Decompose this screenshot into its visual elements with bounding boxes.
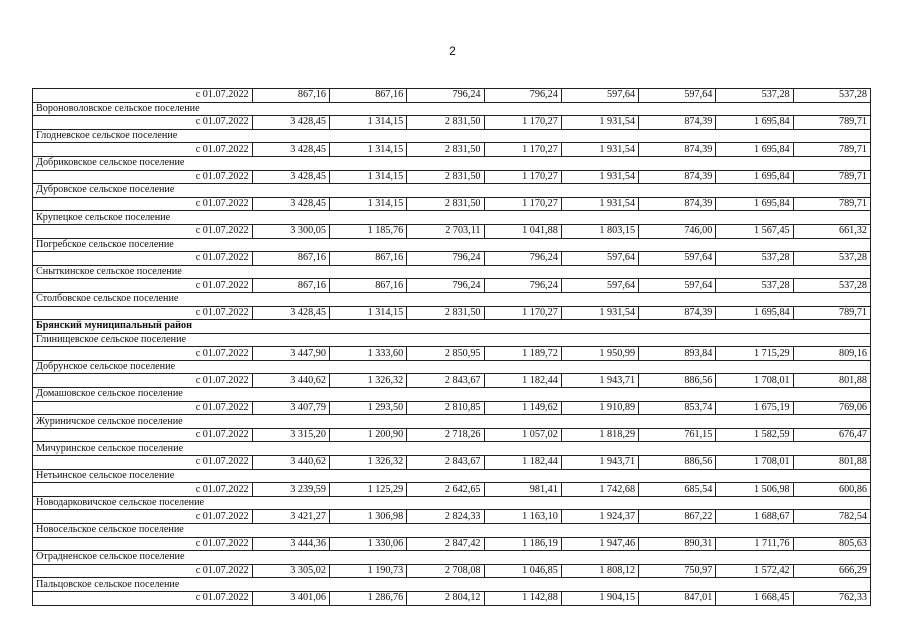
tariff-value-cell: 1 170,27 bbox=[484, 170, 561, 184]
tariff-value-cell: 761,15 bbox=[639, 428, 716, 442]
tariff-value-cell: 1 695,84 bbox=[716, 116, 793, 130]
tariff-value-cell: 1 582,59 bbox=[716, 428, 793, 442]
settlement-name: Дубровское сельское поселение bbox=[33, 184, 871, 198]
settlement-name-row bbox=[33, 360, 871, 374]
tariff-value-cell: 2 824,33 bbox=[407, 510, 484, 524]
settlement-name-row bbox=[33, 102, 871, 116]
tariff-value-cell: 867,16 bbox=[329, 279, 406, 293]
settlement-name: Пальцовское сельское поселение bbox=[33, 578, 871, 592]
tariff-value-cell: 867,16 bbox=[252, 89, 329, 103]
tariff-value-cell: 3 239,59 bbox=[252, 483, 329, 497]
tariff-value-cell: 1 163,10 bbox=[484, 510, 561, 524]
tariff-value-cell: 597,64 bbox=[639, 89, 716, 103]
tariff-row bbox=[33, 456, 871, 470]
tariff-value-cell: 537,28 bbox=[793, 279, 870, 293]
tariff-value-cell: 1 142,88 bbox=[484, 591, 561, 605]
tariff-value-cell: 1 715,29 bbox=[716, 347, 793, 361]
tariff-value-cell: 874,39 bbox=[639, 143, 716, 157]
tariff-value-cell: 1 695,84 bbox=[716, 170, 793, 184]
tariff-value-cell: 3 444,36 bbox=[252, 537, 329, 551]
settlement-name-row bbox=[33, 292, 871, 306]
page-number: 2 bbox=[449, 44, 456, 58]
tariff-row bbox=[33, 510, 871, 524]
period-cell: с 01.07.2022 bbox=[33, 197, 253, 211]
settlement-name-row bbox=[33, 551, 871, 565]
tariff-value-cell: 867,22 bbox=[639, 510, 716, 524]
tariff-value-cell: 796,24 bbox=[484, 252, 561, 266]
tariff-row bbox=[33, 591, 871, 605]
tariff-value-cell: 1 506,98 bbox=[716, 483, 793, 497]
tariff-value-cell: 874,39 bbox=[639, 170, 716, 184]
tariff-value-cell: 867,16 bbox=[329, 89, 406, 103]
tariff-value-cell: 1 190,73 bbox=[329, 564, 406, 578]
tariff-value-cell: 1 567,45 bbox=[716, 224, 793, 238]
tariff-value-cell: 1 057,02 bbox=[484, 428, 561, 442]
period-cell: с 01.07.2022 bbox=[33, 564, 253, 578]
tariff-row bbox=[33, 306, 871, 320]
settlement-name: Добрунское сельское поселение bbox=[33, 360, 871, 374]
settlement-name: Домашовское сельское поселение bbox=[33, 388, 871, 402]
settlement-name-row bbox=[33, 442, 871, 456]
tariff-value-cell: 1 910,89 bbox=[561, 401, 638, 415]
tariff-value-cell: 1 808,12 bbox=[561, 564, 638, 578]
tariff-value-cell: 1 041,88 bbox=[484, 224, 561, 238]
tariff-row bbox=[33, 483, 871, 497]
tariff-row bbox=[33, 401, 871, 415]
district-heading: Брянский муниципальный район bbox=[33, 320, 871, 334]
tariff-row bbox=[33, 170, 871, 184]
period-cell: с 01.07.2022 bbox=[33, 510, 253, 524]
tariff-value-cell: 537,28 bbox=[716, 89, 793, 103]
period-cell: с 01.07.2022 bbox=[33, 116, 253, 130]
tariff-value-cell: 1 170,27 bbox=[484, 143, 561, 157]
settlement-name: Новодарковичское сельское поселение bbox=[33, 496, 871, 510]
settlement-name-row bbox=[33, 211, 871, 225]
tariff-row bbox=[33, 252, 871, 266]
settlement-name: Добриковское сельское поселение bbox=[33, 156, 871, 170]
tariff-value-cell: 1 931,54 bbox=[561, 197, 638, 211]
tariff-value-cell: 1 931,54 bbox=[561, 116, 638, 130]
tariff-table bbox=[32, 88, 871, 606]
period-cell: с 01.07.2022 bbox=[33, 537, 253, 551]
tariff-value-cell: 853,74 bbox=[639, 401, 716, 415]
settlement-name: Журиничское сельское поселение bbox=[33, 415, 871, 429]
settlement-name-row bbox=[33, 496, 871, 510]
tariff-value-cell: 685,54 bbox=[639, 483, 716, 497]
tariff-value-cell: 1 326,32 bbox=[329, 374, 406, 388]
tariff-value-cell: 1 125,29 bbox=[329, 483, 406, 497]
tariff-value-cell: 1 314,15 bbox=[329, 116, 406, 130]
settlement-name: Столбовское сельское поселение bbox=[33, 292, 871, 306]
tariff-value-cell: 1 695,84 bbox=[716, 197, 793, 211]
tariff-value-cell: 847,01 bbox=[639, 591, 716, 605]
settlement-name-row bbox=[33, 524, 871, 538]
tariff-value-cell: 1 803,15 bbox=[561, 224, 638, 238]
tariff-value-cell: 2 831,50 bbox=[407, 116, 484, 130]
tariff-value-cell: 874,39 bbox=[639, 116, 716, 130]
tariff-value-cell: 597,64 bbox=[561, 89, 638, 103]
tariff-value-cell: 1 943,71 bbox=[561, 456, 638, 470]
period-cell: с 01.07.2022 bbox=[33, 143, 253, 157]
tariff-value-cell: 769,06 bbox=[793, 401, 870, 415]
tariff-value-cell: 893,84 bbox=[639, 347, 716, 361]
tariff-value-cell: 1 675,19 bbox=[716, 401, 793, 415]
period-cell: с 01.07.2022 bbox=[33, 224, 253, 238]
tariff-value-cell: 1 314,15 bbox=[329, 143, 406, 157]
tariff-value-cell: 2 850,95 bbox=[407, 347, 484, 361]
tariff-value-cell: 597,64 bbox=[561, 279, 638, 293]
tariff-value-cell: 1 182,44 bbox=[484, 456, 561, 470]
tariff-value-cell: 3 428,45 bbox=[252, 197, 329, 211]
settlement-name-row bbox=[33, 415, 871, 429]
tariff-value-cell: 796,24 bbox=[484, 279, 561, 293]
settlement-name: Глинищевское сельское поселение bbox=[33, 333, 871, 347]
tariff-row bbox=[33, 428, 871, 442]
tariff-row bbox=[33, 279, 871, 293]
settlement-name-row bbox=[33, 184, 871, 198]
settlement-name-row bbox=[33, 333, 871, 347]
settlement-name: Сныткинское сельское поселение bbox=[33, 265, 871, 279]
tariff-row bbox=[33, 347, 871, 361]
tariff-value-cell: 1 326,32 bbox=[329, 456, 406, 470]
tariff-value-cell: 3 407,79 bbox=[252, 401, 329, 415]
tariff-value-cell: 3 305,02 bbox=[252, 564, 329, 578]
tariff-value-cell: 782,54 bbox=[793, 510, 870, 524]
settlement-name: Вороноволовское сельское поселение bbox=[33, 102, 871, 116]
settlement-name-row bbox=[33, 265, 871, 279]
tariff-value-cell: 1 149,62 bbox=[484, 401, 561, 415]
tariff-value-cell: 1 818,29 bbox=[561, 428, 638, 442]
tariff-value-cell: 789,71 bbox=[793, 170, 870, 184]
tariff-value-cell: 746,00 bbox=[639, 224, 716, 238]
tariff-value-cell: 796,24 bbox=[484, 89, 561, 103]
tariff-value-cell: 1 904,15 bbox=[561, 591, 638, 605]
tariff-value-cell: 789,71 bbox=[793, 197, 870, 211]
tariff-value-cell: 796,24 bbox=[407, 279, 484, 293]
tariff-value-cell: 867,16 bbox=[329, 252, 406, 266]
tariff-value-cell: 666,29 bbox=[793, 564, 870, 578]
settlement-name: Мичуринское сельское поселение bbox=[33, 442, 871, 456]
tariff-value-cell: 2 831,50 bbox=[407, 306, 484, 320]
tariff-value-cell: 1 182,44 bbox=[484, 374, 561, 388]
tariff-value-cell: 801,88 bbox=[793, 374, 870, 388]
tariff-value-cell: 1 314,15 bbox=[329, 170, 406, 184]
period-cell: с 01.07.2022 bbox=[33, 89, 253, 103]
tariff-value-cell: 3 440,62 bbox=[252, 456, 329, 470]
tariff-value-cell: 2 831,50 bbox=[407, 170, 484, 184]
tariff-value-cell: 2 843,67 bbox=[407, 374, 484, 388]
tariff-value-cell: 1 185,76 bbox=[329, 224, 406, 238]
tariff-value-cell: 867,16 bbox=[252, 252, 329, 266]
tariff-value-cell: 750,97 bbox=[639, 564, 716, 578]
tariff-value-cell: 2 810,85 bbox=[407, 401, 484, 415]
settlement-name-row bbox=[33, 578, 871, 592]
tariff-value-cell: 867,16 bbox=[252, 279, 329, 293]
tariff-value-cell: 3 428,45 bbox=[252, 170, 329, 184]
tariff-value-cell: 676,47 bbox=[793, 428, 870, 442]
tariff-value-cell: 1 306,98 bbox=[329, 510, 406, 524]
tariff-value-cell: 597,64 bbox=[561, 252, 638, 266]
tariff-value-cell: 1 931,54 bbox=[561, 143, 638, 157]
tariff-value-cell: 2 642,65 bbox=[407, 483, 484, 497]
tariff-value-cell: 1 931,54 bbox=[561, 170, 638, 184]
tariff-value-cell: 3 428,45 bbox=[252, 306, 329, 320]
tariff-value-cell: 1 170,27 bbox=[484, 116, 561, 130]
tariff-row bbox=[33, 116, 871, 130]
period-cell: с 01.07.2022 bbox=[33, 347, 253, 361]
settlement-name: Нетьинское сельское поселение bbox=[33, 469, 871, 483]
tariff-value-cell: 789,71 bbox=[793, 306, 870, 320]
tariff-value-cell: 1 170,27 bbox=[484, 306, 561, 320]
tariff-value-cell: 1 742,68 bbox=[561, 483, 638, 497]
table-body bbox=[33, 89, 871, 606]
period-cell: с 01.07.2022 bbox=[33, 428, 253, 442]
tariff-value-cell: 1 943,71 bbox=[561, 374, 638, 388]
tariff-value-cell: 801,88 bbox=[793, 456, 870, 470]
tariff-value-cell: 2 831,50 bbox=[407, 197, 484, 211]
settlement-name: Погребское сельское поселение bbox=[33, 238, 871, 252]
tariff-value-cell: 1 950,99 bbox=[561, 347, 638, 361]
period-cell: с 01.07.2022 bbox=[33, 456, 253, 470]
tariff-value-cell: 2 703,11 bbox=[407, 224, 484, 238]
tariff-value-cell: 796,24 bbox=[407, 89, 484, 103]
tariff-value-cell: 537,28 bbox=[793, 89, 870, 103]
tariff-value-cell: 1 330,06 bbox=[329, 537, 406, 551]
tariff-value-cell: 1 170,27 bbox=[484, 197, 561, 211]
period-cell: с 01.07.2022 bbox=[33, 374, 253, 388]
settlement-name-row bbox=[33, 469, 871, 483]
tariff-value-cell: 3 428,45 bbox=[252, 116, 329, 130]
tariff-value-cell: 1 711,76 bbox=[716, 537, 793, 551]
tariff-value-cell: 886,56 bbox=[639, 456, 716, 470]
period-cell: с 01.07.2022 bbox=[33, 483, 253, 497]
tariff-row bbox=[33, 564, 871, 578]
tariff-value-cell: 1 189,72 bbox=[484, 347, 561, 361]
tariff-row bbox=[33, 197, 871, 211]
period-cell: с 01.07.2022 bbox=[33, 252, 253, 266]
tariff-row bbox=[33, 143, 871, 157]
tariff-value-cell: 3 300,05 bbox=[252, 224, 329, 238]
tariff-value-cell: 789,71 bbox=[793, 116, 870, 130]
tariff-value-cell: 2 804,12 bbox=[407, 591, 484, 605]
tariff-row bbox=[33, 374, 871, 388]
tariff-value-cell: 1 314,15 bbox=[329, 306, 406, 320]
tariff-value-cell: 805,63 bbox=[793, 537, 870, 551]
tariff-value-cell: 3 447,90 bbox=[252, 347, 329, 361]
tariff-row bbox=[33, 89, 871, 103]
tariff-value-cell: 886,56 bbox=[639, 374, 716, 388]
period-cell: с 01.07.2022 bbox=[33, 591, 253, 605]
tariff-value-cell: 1 708,01 bbox=[716, 456, 793, 470]
period-cell: с 01.07.2022 bbox=[33, 170, 253, 184]
tariff-value-cell: 1 695,84 bbox=[716, 143, 793, 157]
tariff-value-cell: 1 695,84 bbox=[716, 306, 793, 320]
tariff-value-cell: 3 440,62 bbox=[252, 374, 329, 388]
tariff-value-cell: 1 931,54 bbox=[561, 306, 638, 320]
period-cell: с 01.07.2022 bbox=[33, 279, 253, 293]
tariff-value-cell: 1 186,19 bbox=[484, 537, 561, 551]
tariff-value-cell: 597,64 bbox=[639, 279, 716, 293]
settlement-name: Отрадненское сельское поселение bbox=[33, 551, 871, 565]
tariff-value-cell: 1 314,15 bbox=[329, 197, 406, 211]
settlement-name-row bbox=[33, 388, 871, 402]
tariff-value-cell: 1 293,50 bbox=[329, 401, 406, 415]
tariff-value-cell: 1 046,85 bbox=[484, 564, 561, 578]
tariff-value-cell: 2 718,26 bbox=[407, 428, 484, 442]
settlement-name: Новосельское сельское поселение bbox=[33, 524, 871, 538]
tariff-row bbox=[33, 537, 871, 551]
tariff-value-cell: 789,71 bbox=[793, 143, 870, 157]
tariff-row bbox=[33, 224, 871, 238]
tariff-value-cell: 2 831,50 bbox=[407, 143, 484, 157]
tariff-value-cell: 1 924,37 bbox=[561, 510, 638, 524]
tariff-value-cell: 1 947,46 bbox=[561, 537, 638, 551]
district-heading-row bbox=[33, 320, 871, 334]
settlement-name-row bbox=[33, 156, 871, 170]
tariff-value-cell: 537,28 bbox=[716, 252, 793, 266]
settlement-name-row bbox=[33, 129, 871, 143]
tariff-value-cell: 1 668,45 bbox=[716, 591, 793, 605]
settlement-name: Крупецкое сельское поселение bbox=[33, 211, 871, 225]
tariff-value-cell: 3 428,45 bbox=[252, 143, 329, 157]
settlement-name: Глодневское сельское поселение bbox=[33, 129, 871, 143]
tariff-value-cell: 661,32 bbox=[793, 224, 870, 238]
period-cell: с 01.07.2022 bbox=[33, 401, 253, 415]
settlement-name-row bbox=[33, 238, 871, 252]
tariff-value-cell: 537,28 bbox=[716, 279, 793, 293]
tariff-value-cell: 981,41 bbox=[484, 483, 561, 497]
tariff-value-cell: 1 200,90 bbox=[329, 428, 406, 442]
tariff-value-cell: 874,39 bbox=[639, 306, 716, 320]
tariff-value-cell: 2 847,42 bbox=[407, 537, 484, 551]
tariff-value-cell: 1 333,60 bbox=[329, 347, 406, 361]
tariff-value-cell: 809,16 bbox=[793, 347, 870, 361]
tariff-value-cell: 1 708,01 bbox=[716, 374, 793, 388]
tariff-value-cell: 2 708,08 bbox=[407, 564, 484, 578]
tariff-value-cell: 890,31 bbox=[639, 537, 716, 551]
tariff-value-cell: 1 688,67 bbox=[716, 510, 793, 524]
tariff-value-cell: 3 401,06 bbox=[252, 591, 329, 605]
tariff-value-cell: 1 286,76 bbox=[329, 591, 406, 605]
tariff-value-cell: 874,39 bbox=[639, 197, 716, 211]
tariff-value-cell: 762,33 bbox=[793, 591, 870, 605]
tariff-value-cell: 537,28 bbox=[793, 252, 870, 266]
tariff-value-cell: 3 421,27 bbox=[252, 510, 329, 524]
period-cell: с 01.07.2022 bbox=[33, 306, 253, 320]
tariff-value-cell: 796,24 bbox=[407, 252, 484, 266]
tariff-value-cell: 597,64 bbox=[639, 252, 716, 266]
tariff-value-cell: 1 572,42 bbox=[716, 564, 793, 578]
tariff-value-cell: 600,86 bbox=[793, 483, 870, 497]
tariff-value-cell: 3 315,20 bbox=[252, 428, 329, 442]
tariff-value-cell: 2 843,67 bbox=[407, 456, 484, 470]
